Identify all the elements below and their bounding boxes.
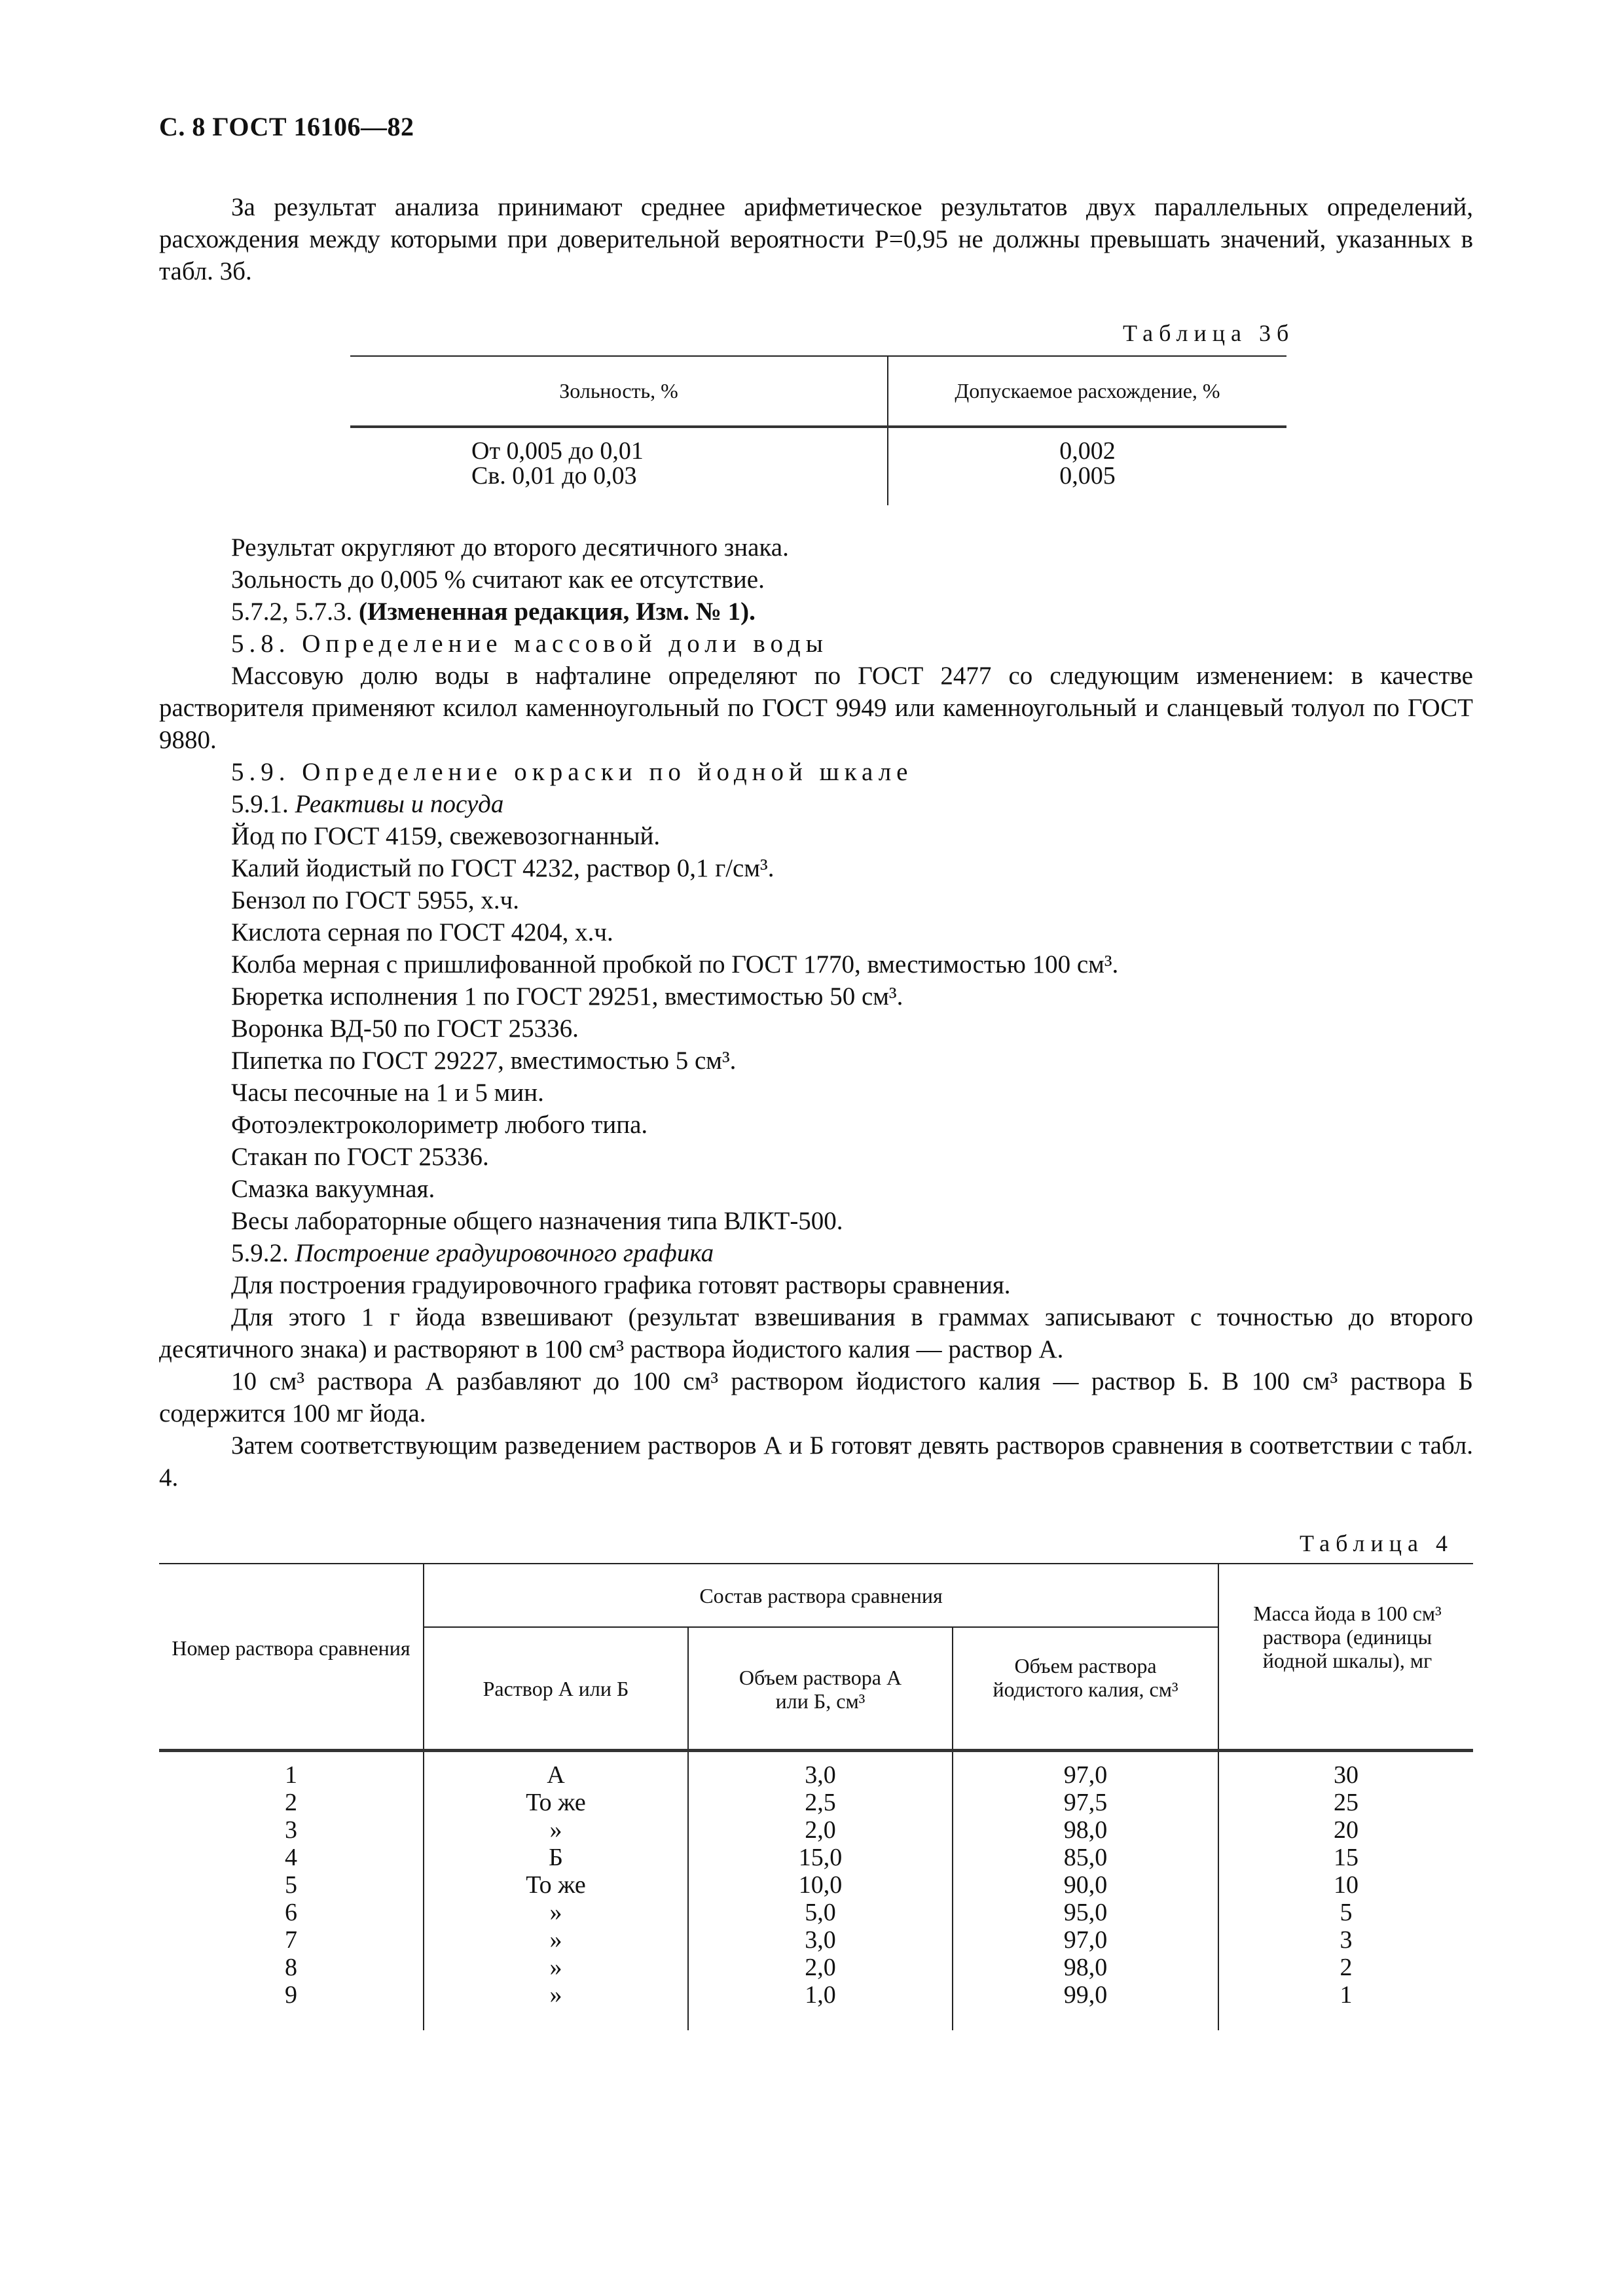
table-cell: 30 — [1334, 1761, 1359, 1789]
reagent-item: Пипетка по ГОСТ 29227, вместимостью 5 см³. — [231, 1047, 737, 1075]
table-cell: 20 — [1334, 1816, 1359, 1844]
column-header: Объем раствора йодистого калия, см³ — [993, 1654, 1178, 1701]
paragraph: 10 см³ раствора А разбавляют до 100 см³ раствором йодистого калия — раствор Б. В 100 см³ раствора Б содержится 100 мг йода. — [159, 1367, 1473, 1427]
text-line: Зольность до 0,005 % считают как ее отсутствие. — [231, 565, 765, 594]
reagent-item: Колба мерная с пришлифованной пробкой по ГОСТ 1770, вместимостью 100 см³. — [231, 950, 1119, 978]
table-cell: 2 — [1340, 1954, 1353, 1981]
column-header: Объем раствора А или Б, см³ — [739, 1666, 902, 1713]
table-cell: 99,0 — [1063, 1981, 1108, 2009]
table-cell: » — [549, 1816, 562, 1844]
table-cell: 5 — [285, 1871, 297, 1899]
table-cell: Б — [549, 1844, 563, 1871]
table-cell: 9 — [285, 1981, 297, 2009]
reagent-item: Фотоэлектроколориметр любого типа. — [231, 1111, 648, 1139]
table-body — [350, 425, 1286, 505]
table-cell: 1 — [1340, 1981, 1353, 2009]
paragraph: Для построения градуировочного графика готовят растворы сравнения. — [231, 1271, 1011, 1299]
table-cell: 1 — [285, 1761, 297, 1789]
table-cell: 2,0 — [805, 1954, 836, 1981]
paragraph: Для этого 1 г йода взвешивают (результат взвешивания в граммах записывают с точностью до второго десятичного знака) и растворяют в 100 см³ раствора йодистого калия — раствор А. — [159, 1303, 1473, 1363]
table-cell: 10 — [1334, 1871, 1359, 1899]
column-group-header: Состав раствора сравнения — [699, 1584, 943, 1607]
page-header: С. 8 ГОСТ 16106—82 — [159, 112, 414, 141]
table-cell: 3,0 — [805, 1761, 836, 1789]
column-header: Допускаемое расхождение, % — [955, 379, 1220, 403]
table-cell: 98,0 — [1063, 1954, 1108, 1981]
table-cell: То же — [526, 1789, 586, 1816]
table-cell: 3,0 — [805, 1926, 836, 1954]
table-4-caption: Таблица 4 — [1300, 1530, 1453, 1556]
table-cell: » — [549, 1981, 562, 2009]
subsection-title: 5.9.1. Реактивы и посуда — [231, 790, 504, 818]
table-cell: 95,0 — [1063, 1899, 1108, 1926]
table-cell: 6 — [285, 1899, 297, 1926]
table-cell: 0,005 — [1059, 462, 1116, 490]
amendment-note: 5.7.2, 5.7.3. (Измененная редакция, Изм. № 1). — [231, 598, 756, 626]
table-cell: 1,0 — [805, 1981, 836, 2009]
table-header — [159, 1564, 1473, 1752]
table-cell: 4 — [285, 1844, 297, 1871]
paragraph: Массовую долю воды в нафталине определяют по ГОСТ 2477 со следующим изменением: в качестве растворителя применяют ксилол каменноугольный по ГОСТ 9949 или каменноугольный и сланцевый толуол по ГОСТ 9880. — [159, 662, 1473, 754]
reagent-item: Йод по ГОСТ 4159, свежевозогнанный. — [231, 822, 661, 850]
table-4 — [159, 1563, 1473, 2030]
column-solution — [424, 1761, 687, 2009]
reagent-item: Часы песочные на 1 и 5 мин. — [231, 1079, 544, 1107]
reagent-list — [159, 820, 1473, 1237]
reagent-item: Весы лабораторные общего назначения типа ВЛКТ-500. — [231, 1207, 843, 1235]
reagent-item: Бензол по ГОСТ 5955, х.ч. — [231, 886, 519, 914]
table-cell: 10,0 — [798, 1871, 843, 1899]
table-cell: 8 — [285, 1954, 297, 1981]
text-line: Результат округляют до второго десятичного знака. — [231, 533, 789, 562]
reagent-item: Калий йодистый по ГОСТ 4232, раствор 0,1 г/см³. — [231, 854, 775, 882]
table-cell: 15 — [1334, 1844, 1359, 1871]
reagent-item: Кислота серная по ГОСТ 4204, х.ч. — [231, 918, 613, 946]
table-cell: 98,0 — [1063, 1816, 1108, 1844]
subsection-title: 5.9.2. Построение градуировочного графика — [231, 1239, 714, 1267]
column-volume-ab — [689, 1761, 952, 2009]
column-mass — [1219, 1761, 1473, 2009]
table-cell: » — [549, 1954, 562, 1981]
table-cell: » — [549, 1926, 562, 1954]
column-number — [159, 1761, 423, 2009]
table-cell: От 0,005 до 0,01 — [471, 437, 644, 465]
paragraph: Затем соответствующим разведением растворов А и Б готовят девять растворов сравнения в соответствии с табл. 4. — [159, 1431, 1473, 1492]
column-header: Раствор А или Б — [483, 1677, 629, 1700]
table-cell: 25 — [1334, 1789, 1359, 1816]
table-cell: 7 — [285, 1926, 297, 1954]
table-header-row — [350, 355, 1286, 425]
table-cell: 0,002 — [1059, 437, 1116, 465]
table-cell: А — [547, 1761, 565, 1789]
reagent-item: Смазка вакуумная. — [231, 1175, 435, 1203]
table-3b — [350, 355, 1286, 505]
reagent-item: Стакан по ГОСТ 25336. — [231, 1143, 489, 1171]
table-cell: 85,0 — [1063, 1844, 1108, 1871]
column-header: Зольность, % — [350, 357, 888, 425]
table-cell: 97,5 — [1063, 1789, 1108, 1816]
table-cell: То же — [526, 1871, 586, 1899]
table-cell: 97,0 — [1063, 1761, 1108, 1789]
table-cell: 2,0 — [805, 1816, 836, 1844]
column-header: Масса йода в 100 см³ раствора (единицы йодной шкалы), мг — [1253, 1602, 1442, 1672]
table-cell: 5,0 — [805, 1899, 836, 1926]
table-cell: 3 — [285, 1816, 297, 1844]
table-3b-caption: Таблица 3б — [1123, 320, 1295, 346]
reagent-item: Бюретка исполнения 1 по ГОСТ 29251, вместимостью 50 см³. — [231, 982, 903, 1011]
table-cell: 15,0 — [798, 1844, 843, 1871]
table-cell: 97,0 — [1063, 1926, 1108, 1954]
table-cell: 3 — [1340, 1926, 1353, 1954]
table-body — [159, 1752, 1473, 2030]
paragraph-result: За результат анализа принимают среднее арифметическое результатов двух параллельных определений, расхождения между которыми при доверительной вероятности P=0,95 не должны превышать значений, указанных в табл. 3б. — [159, 193, 1473, 285]
table-cell: 2 — [285, 1789, 297, 1816]
reagent-item: Воронка ВД-50 по ГОСТ 25336. — [231, 1014, 579, 1043]
column-header: Номер раствора сравнения — [172, 1636, 410, 1660]
column-volume-ki — [953, 1761, 1218, 2009]
table-cell: » — [549, 1899, 562, 1926]
section-title: 5.9. Определение окраски по йодной шкале — [231, 758, 913, 786]
table-cell: Св. 0,01 до 0,03 — [471, 462, 637, 490]
table-cell: 90,0 — [1063, 1871, 1108, 1899]
body-text — [159, 531, 1473, 1494]
table-cell: 2,5 — [805, 1789, 836, 1816]
section-title: 5.8. Определение массовой доли воды — [231, 630, 828, 658]
table-cell: 5 — [1340, 1899, 1353, 1926]
